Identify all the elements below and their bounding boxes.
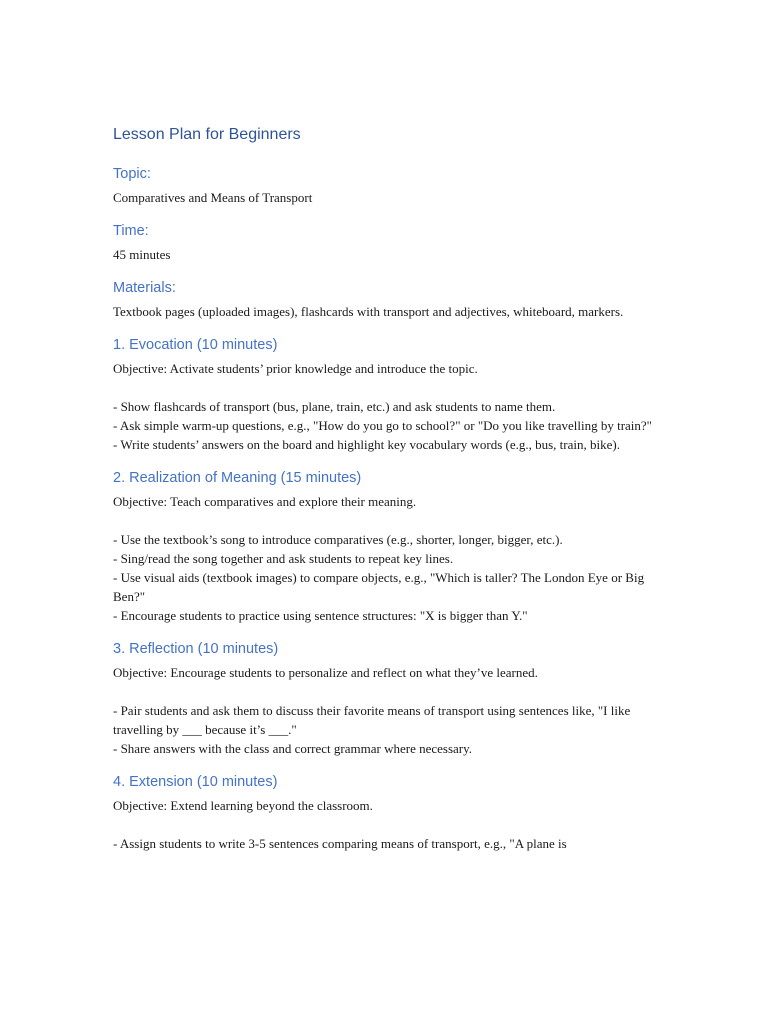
realization-item: - Use visual aids (textbook images) to compare objects, e.g., "Which is taller? The London Eye or Big Ben?" (113, 570, 645, 604)
evocation-heading: 1. Evocation (10 minutes) (113, 337, 278, 353)
document-title: Lesson Plan for Beginners (113, 126, 301, 143)
time-section (113, 221, 658, 264)
paragraph-spacer (113, 815, 658, 834)
time-heading: Time: (113, 223, 149, 239)
topic-heading: Topic: (113, 166, 151, 182)
materials-text: Textbook pages (uploaded images), flashcards with transport and adjectives, whiteboard, markers. (113, 304, 624, 319)
paragraph-spacer (113, 378, 658, 397)
extension-heading: 4. Extension (10 minutes) (113, 774, 278, 790)
paragraph-spacer (113, 682, 658, 701)
topic-text: Comparatives and Means of Transport (113, 190, 313, 205)
evocation-objective: Objective: Activate students’ prior knowledge and introduce the topic. (113, 361, 478, 376)
reflection-item: - Pair students and ask them to discuss their favorite means of transport using sentences like, "I like travelling by ___ because it’s ___." (113, 703, 631, 737)
reflection-item: - Share answers with the class and correct grammar where necessary. (113, 741, 473, 756)
extension-item: - Assign students to write 3-5 sentences comparing means of transport, e.g., "A plane is (113, 836, 567, 851)
realization-objective: Objective: Teach comparatives and explore their meaning. (113, 494, 417, 509)
materials-heading: Materials: (113, 280, 176, 296)
realization-item: - Encourage students to practice using sentence structures: "X is bigger than Y." (113, 608, 528, 623)
document-page (113, 124, 658, 867)
evocation-item: - Write students’ answers on the board and highlight key vocabulary words (e.g., bus, train, bike). (113, 437, 620, 452)
extension-objective: Objective: Extend learning beyond the classroom. (113, 798, 373, 813)
evocation-section (113, 335, 658, 454)
reflection-section (113, 639, 658, 758)
paragraph-spacer (113, 511, 658, 530)
topic-section (113, 164, 658, 207)
evocation-item: - Ask simple warm-up questions, e.g., "How do you go to school?" or "Do you like travelling by train?" (113, 418, 652, 433)
reflection-heading: 3. Reflection (10 minutes) (113, 641, 279, 657)
realization-item: - Sing/read the song together and ask students to repeat key lines. (113, 551, 454, 566)
realization-section (113, 468, 658, 625)
materials-section (113, 278, 658, 321)
realization-item: - Use the textbook’s song to introduce comparatives (e.g., shorter, longer, bigger, etc.). (113, 532, 563, 547)
realization-heading: 2. Realization of Meaning (15 minutes) (113, 470, 362, 486)
extension-section (113, 772, 658, 853)
evocation-item: - Show flashcards of transport (bus, plane, train, etc.) and ask students to name them. (113, 399, 556, 414)
time-text: 45 minutes (113, 247, 171, 262)
reflection-objective: Objective: Encourage students to personalize and reflect on what they’ve learned. (113, 665, 538, 680)
